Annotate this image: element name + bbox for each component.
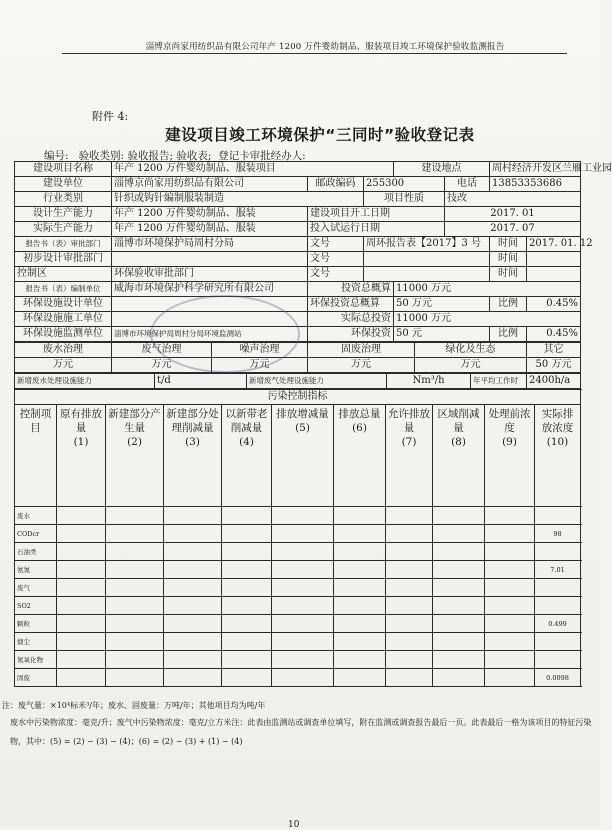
pollution-item: 石油类 xyxy=(15,543,57,561)
label-design-capacity: 设计生产能力 xyxy=(15,207,112,222)
table-row xyxy=(15,525,581,543)
value-trial-date: 2017. 07 xyxy=(445,222,581,237)
pollution-cell xyxy=(485,615,535,633)
pollution-cell xyxy=(334,525,386,543)
header-rule xyxy=(62,53,567,54)
value-compiler: 威海市环境保护科学研究所有限公司 xyxy=(112,282,308,297)
card-handler-label: 登记卡审批经办人: xyxy=(218,150,306,162)
pollution-col-name: 以新带老削减量 xyxy=(224,407,269,435)
value-ratio-1: 0.45% xyxy=(527,297,581,312)
label-actual-capacity: 实际生产能力 xyxy=(15,222,112,237)
value-env-actual-invest: 50 元 xyxy=(394,327,490,342)
actual-concentration xyxy=(535,507,581,525)
pollution-cell xyxy=(106,669,164,687)
label-green: 绿化及生态 xyxy=(415,343,527,358)
acceptance-type-label: 验收类别: xyxy=(79,150,125,162)
pollution-title: 污染控制指标 xyxy=(15,390,581,405)
pollution-cell xyxy=(272,615,334,633)
table-row xyxy=(15,597,581,615)
row-prelim xyxy=(15,252,581,267)
acceptance-table: 验收表; xyxy=(176,150,211,162)
label-doc-no: 文号 xyxy=(308,237,364,252)
row-env-monitor xyxy=(15,327,581,342)
value-ratio-2: 0.45% xyxy=(527,327,581,342)
row-compiler xyxy=(15,282,581,297)
label-env-design-unit: 环保设施设计单位 xyxy=(15,297,112,312)
pollution-cell xyxy=(485,669,535,687)
row-control xyxy=(15,267,581,282)
actual-concentration xyxy=(535,651,581,669)
pollution-cell xyxy=(272,651,334,669)
pollution-cell xyxy=(334,597,386,615)
value-phone: 13853353686 xyxy=(490,177,581,192)
label-project-name: 建设项目名称 xyxy=(15,162,112,177)
attachment-label: 附件 4: xyxy=(92,108,128,124)
row-pollution-header xyxy=(15,405,581,507)
pollution-cell xyxy=(106,543,164,561)
pollution-cell xyxy=(386,651,433,669)
row-actual-capacity xyxy=(15,222,581,237)
pollution-cell xyxy=(106,615,164,633)
value-env-invest: 50 万元 xyxy=(394,297,490,312)
label-phone: 电话 xyxy=(445,177,490,192)
label-water-cap: 新增废水处理设施能力 xyxy=(15,374,155,389)
pollution-cell xyxy=(272,561,334,579)
row-industry xyxy=(15,192,581,207)
label-gas: 废气治理 xyxy=(112,343,212,358)
pollution-cell xyxy=(272,525,334,543)
row-unit xyxy=(15,177,581,192)
row-env-construct xyxy=(15,312,581,327)
pollution-cell xyxy=(433,543,485,561)
solid-invest: 万元 xyxy=(308,358,415,373)
pollution-col-9 xyxy=(485,405,535,507)
pollution-cell xyxy=(334,669,386,687)
value-unit: 淄博京尚家用纺织品有限公司 xyxy=(112,177,308,192)
pollution-col-code: (9) xyxy=(487,435,532,449)
pollution-cell xyxy=(57,579,106,597)
label-env-monitor-unit: 环保设施监测单位 xyxy=(15,327,112,342)
pollution-cell xyxy=(386,525,433,543)
pollution-col-code: (6) xyxy=(336,421,383,435)
row-pollution-title xyxy=(15,390,581,405)
pollution-col-code: (3) xyxy=(166,435,219,449)
label-actual-total-invest: 实际总投资 xyxy=(308,312,394,327)
pollution-item: 废气 xyxy=(15,579,57,597)
pollution-col-name: 控制项目 xyxy=(17,407,54,435)
pollution-col-name: 新建部分产生量 xyxy=(108,407,161,435)
row-breakdown-labels xyxy=(15,343,581,358)
value-env-design-unit xyxy=(112,297,308,312)
other-invest: 50 万元 xyxy=(527,358,581,373)
label-prelim-dept: 初步设计审批部门 xyxy=(15,252,112,267)
pollution-col-3 xyxy=(164,405,222,507)
row-design-capacity xyxy=(15,207,581,222)
pollution-cell xyxy=(164,669,222,687)
table-row xyxy=(15,561,581,579)
pollution-cell xyxy=(164,651,222,669)
table-row xyxy=(15,615,581,633)
value-design-capacity: 年产 1200 万件婴幼制品、服装 xyxy=(112,207,308,222)
row-approval xyxy=(15,237,581,252)
pollution-col-code: (8) xyxy=(435,435,482,449)
pollution-cell xyxy=(272,543,334,561)
pollution-cell xyxy=(334,579,386,597)
pollution-cell xyxy=(433,507,485,525)
label-compiler: 报告书（表）编制单位 xyxy=(15,282,112,297)
value-gas-cap: Nm³/h xyxy=(387,374,471,389)
value-work-time: 2400h/a xyxy=(527,374,581,389)
pollution-cell xyxy=(386,579,433,597)
pollution-cell xyxy=(106,525,164,543)
pollution-cell xyxy=(386,597,433,615)
pollution-cell xyxy=(222,579,272,597)
pollution-cell xyxy=(485,579,535,597)
pollution-cell xyxy=(57,633,106,651)
value-total-invest: 11000 万元 xyxy=(394,282,581,297)
pollution-item: 氮氧化物 xyxy=(15,651,57,669)
pollution-cell xyxy=(222,669,272,687)
pollution-col-name: 处理前浓度 xyxy=(487,407,532,435)
table-row xyxy=(15,543,581,561)
value-project-name: 年产 1200 万件婴幼制品、服装项目 xyxy=(112,162,394,177)
value-time-2 xyxy=(527,252,581,267)
pollution-cell xyxy=(485,651,535,669)
pollution-cell xyxy=(106,561,164,579)
pollution-cell xyxy=(433,651,485,669)
label-env-dept: 环保验收审批部门 xyxy=(112,267,308,282)
registration-form xyxy=(14,161,580,687)
pollution-cell xyxy=(386,669,433,687)
pollution-cell xyxy=(334,561,386,579)
label-start-date: 建设项目开工日期 xyxy=(308,207,445,222)
label-doc-no-2: 文号 xyxy=(308,252,364,267)
pollution-cell xyxy=(57,561,106,579)
table-row xyxy=(15,651,581,669)
label-time-3: 时间 xyxy=(490,267,527,282)
pollution-cell xyxy=(222,651,272,669)
table-row xyxy=(15,669,581,687)
pollution-cell xyxy=(57,615,106,633)
pollution-cell xyxy=(164,507,222,525)
pollution-cell xyxy=(57,597,106,615)
pollution-col-code: (4) xyxy=(224,435,269,449)
label-nature: 项目性质 xyxy=(364,192,445,207)
pollution-cell xyxy=(222,507,272,525)
value-env-monitor-unit: 淄博市环境保护局周村分局环境监测站 xyxy=(112,327,308,342)
pollution-cell xyxy=(334,507,386,525)
pollution-cell xyxy=(485,543,535,561)
pollution-cell xyxy=(106,633,164,651)
pollution-cell xyxy=(106,579,164,597)
pollution-cell xyxy=(433,579,485,597)
pollution-cell xyxy=(272,507,334,525)
pollution-cell xyxy=(485,525,535,543)
pollution-cell xyxy=(485,561,535,579)
value-postcode: 255300 xyxy=(364,177,445,192)
label-trial-date: 投入试运行日期 xyxy=(308,222,445,237)
label-noise: 噪声治理 xyxy=(212,343,308,358)
capacity-table xyxy=(14,373,581,389)
pollution-col-name: 实际排放浓度 xyxy=(537,407,578,435)
pollution-cell xyxy=(433,669,485,687)
note-line: 废水中污染物浓度：毫克/升；废气中污染物浓度：毫克/立方米注：此表由监测站或调查单位填写，附在监测或调查报告最后一页。此表最后一格为该项目的特征污染 xyxy=(10,717,606,728)
pollution-cell xyxy=(222,525,272,543)
value-doc-no: 周环报告表【2017】3 号 xyxy=(364,237,490,252)
label-env-invest: 环保投资总概算 xyxy=(308,297,394,312)
pollution-col-name: 排放增减量 xyxy=(274,407,331,421)
pollution-col-name: 允许排放量 xyxy=(388,407,430,435)
label-total-invest: 投资总概算 xyxy=(308,282,394,297)
pollution-item: 氨氮 xyxy=(15,561,57,579)
pollution-cell xyxy=(485,633,535,651)
row-breakdown-values xyxy=(15,358,581,373)
pollution-cell xyxy=(164,525,222,543)
pollution-cell xyxy=(164,543,222,561)
value-water-cap: t/d xyxy=(155,374,247,389)
row-capacity xyxy=(15,374,581,389)
pollution-cell xyxy=(164,561,222,579)
pollution-cell xyxy=(106,507,164,525)
pollution-cell xyxy=(272,669,334,687)
pollution-cell xyxy=(433,633,485,651)
pollution-cell xyxy=(272,597,334,615)
pollution-cell xyxy=(164,615,222,633)
pollution-col-code: (7) xyxy=(388,435,430,449)
pollution-col-8 xyxy=(433,405,485,507)
value-actual-capacity: 年产 1200 万件婴幼制品、服装 xyxy=(112,222,308,237)
pollution-col-code: (2) xyxy=(108,435,161,449)
value-time-3 xyxy=(527,267,581,282)
number-label: 编号: xyxy=(44,150,69,162)
pollution-cell xyxy=(57,543,106,561)
table-row xyxy=(15,507,581,525)
pollution-cell xyxy=(334,543,386,561)
pollution-cell xyxy=(272,633,334,651)
pollution-item: 烟尘 xyxy=(15,633,57,651)
pollution-item: SO2 xyxy=(15,597,57,615)
pollution-cell xyxy=(222,561,272,579)
pollution-cell xyxy=(222,615,272,633)
pollution-col-0 xyxy=(15,405,57,507)
label-env-actual-invest: 环保投资 xyxy=(308,327,394,342)
label-location: 建设地点 xyxy=(394,162,490,177)
label-env-construct-unit: 环保设施施工单位 xyxy=(15,312,112,327)
pollution-cell xyxy=(57,651,106,669)
actual-concentration xyxy=(535,579,581,597)
table-row xyxy=(15,633,581,651)
pollution-cell xyxy=(433,615,485,633)
pollution-cell xyxy=(386,543,433,561)
actual-concentration xyxy=(535,597,581,615)
pollution-cell xyxy=(57,669,106,687)
pollution-cell xyxy=(386,633,433,651)
investment-breakdown-table xyxy=(14,342,581,373)
green-invest: 万元 xyxy=(415,358,527,373)
value-location: 周村经济开发区兰雁工业园 xyxy=(490,162,581,177)
pollution-body xyxy=(15,507,581,687)
pollution-cell xyxy=(222,633,272,651)
pollution-cell xyxy=(433,561,485,579)
label-time-2: 时间 xyxy=(490,252,527,267)
pollution-table xyxy=(14,389,581,687)
table-row xyxy=(15,579,581,597)
pollution-col-name: 区域削减量 xyxy=(435,407,482,435)
pollution-cell xyxy=(106,597,164,615)
form-title: 建设项目竣工环境保护“三同时”验收登记表 xyxy=(110,123,530,145)
value-start-date: 2017. 01 xyxy=(445,207,581,222)
acceptance-report: 验收报告; xyxy=(127,150,173,162)
label-ratio-2: 比例 xyxy=(490,327,527,342)
pollution-cell xyxy=(433,525,485,543)
registration-table-top xyxy=(14,161,581,342)
pollution-cell xyxy=(222,543,272,561)
value-industry: 针织或钩针编制服装制造 xyxy=(112,192,364,207)
page-number: 10 xyxy=(288,820,299,830)
pollution-cell xyxy=(164,633,222,651)
pollution-col-4 xyxy=(222,405,272,507)
pollution-item: 颗粒 xyxy=(15,615,57,633)
label-solid: 固废治理 xyxy=(308,343,415,358)
report-header: 淄博京尚家用纺织品有限公司年产 1200 万件婴幼制品、服装项目竣工环境保护验收监测报告 xyxy=(90,40,560,52)
label-unit: 建设单位 xyxy=(15,177,112,192)
label-ratio-1: 比例 xyxy=(490,297,527,312)
pollution-item: CODcr xyxy=(15,525,57,543)
pollution-col-code: (5) xyxy=(274,421,331,435)
actual-concentration: 7.01 xyxy=(535,561,581,579)
note-line: 注：废气量：×10⁴标米³/年；废水、固废量：万吨/年；其他项目均为吨/年 xyxy=(2,700,598,711)
pollution-cell xyxy=(386,507,433,525)
label-approval-dept: 报告书（表）审批部门 xyxy=(15,237,112,252)
pollution-col-1 xyxy=(57,405,106,507)
pollution-cell xyxy=(485,507,535,525)
label-work-time: 年平均工作时 xyxy=(471,374,527,389)
pollution-col-code: (10) xyxy=(537,435,578,449)
pollution-cell xyxy=(386,615,433,633)
value-env-construct-unit xyxy=(112,312,308,327)
actual-concentration xyxy=(535,543,581,561)
pollution-col-name: 原有排放量 xyxy=(59,407,103,435)
pollution-item: 废水 xyxy=(15,507,57,525)
pollution-cell xyxy=(164,579,222,597)
pollution-cell xyxy=(433,597,485,615)
value-actual-total-invest: 11000 万元 xyxy=(394,312,581,327)
pollution-cell xyxy=(164,597,222,615)
label-control-area: 控制区 xyxy=(15,267,112,282)
pollution-cell xyxy=(222,597,272,615)
gas-invest: 万元 xyxy=(112,358,212,373)
label-time: 时间 xyxy=(490,237,527,252)
label-industry: 行业类别 xyxy=(15,192,112,207)
pollution-col-5 xyxy=(272,405,334,507)
value-approval-dept: 淄博市环境保护局周村分局 xyxy=(112,237,308,252)
value-prelim-dept xyxy=(112,252,308,267)
actual-concentration: 0.499 xyxy=(535,615,581,633)
pollution-col-name: 排放总量 xyxy=(336,407,383,421)
actual-concentration: 0.0098 xyxy=(535,669,581,687)
water-invest: 万元 xyxy=(15,358,112,373)
pollution-cell xyxy=(334,615,386,633)
pollution-col-name: 新建部分处理削减量 xyxy=(166,407,219,435)
value-doc-no-3 xyxy=(364,267,490,282)
value-doc-no-2 xyxy=(364,252,490,267)
pollution-cell xyxy=(57,507,106,525)
pollution-col-10 xyxy=(535,405,581,507)
label-water: 废水治理 xyxy=(15,343,112,358)
pollution-cell xyxy=(272,579,334,597)
pollution-cell xyxy=(334,651,386,669)
pollution-cell xyxy=(334,633,386,651)
label-gas-cap: 新增废气处理设施能力 xyxy=(247,374,387,389)
label-other: 其它 xyxy=(527,343,581,358)
pollution-cell xyxy=(386,561,433,579)
label-doc-no-3: 文号 xyxy=(308,267,364,282)
value-nature: 技改 xyxy=(445,192,581,207)
noise-invest: 万元 xyxy=(212,358,308,373)
actual-concentration xyxy=(535,633,581,651)
pollution-col-code: (1) xyxy=(59,435,103,449)
label-postcode: 邮政编码 xyxy=(308,177,364,192)
actual-concentration: 98 xyxy=(535,525,581,543)
pollution-col-7 xyxy=(386,405,433,507)
pollution-cell xyxy=(106,651,164,669)
note-line: 物，其中：(5) = (2) − (3) − (4)；(6) = (2) − (3) + (1) − (4) xyxy=(10,736,606,747)
row-env-design xyxy=(15,297,581,312)
pollution-cell xyxy=(57,525,106,543)
pollution-col-2 xyxy=(106,405,164,507)
pollution-col-6 xyxy=(334,405,386,507)
pollution-cell xyxy=(485,597,535,615)
pollution-item: 固废 xyxy=(15,669,57,687)
value-approval-time: 2017. 01. 12 xyxy=(527,237,581,252)
row-project xyxy=(15,162,581,177)
